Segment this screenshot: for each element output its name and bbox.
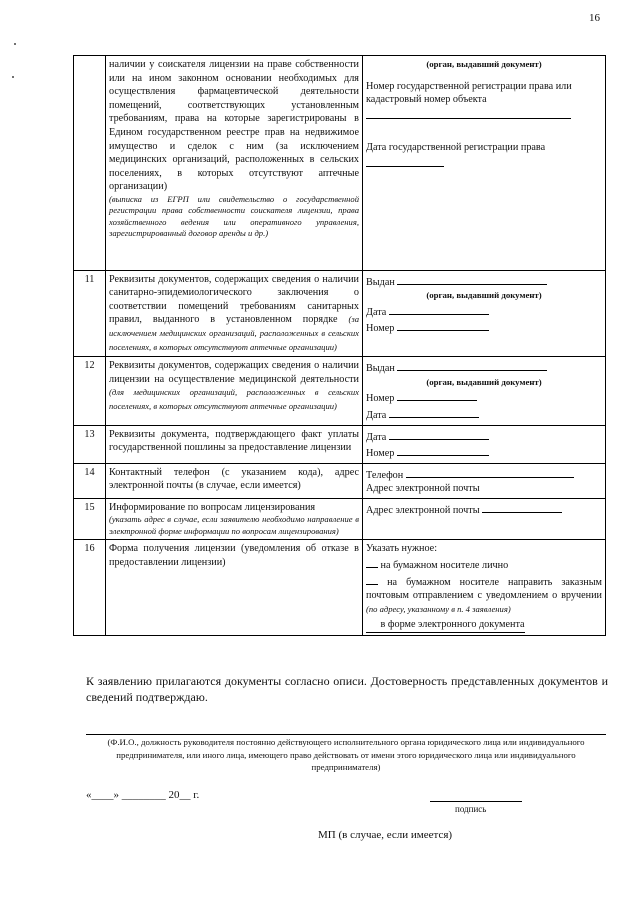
scan-dot	[14, 43, 16, 45]
date-label: Дата	[366, 306, 387, 318]
email-label: Адрес электронной почты	[366, 504, 480, 516]
row-fields	[363, 425, 606, 463]
table-row	[74, 498, 606, 540]
row-description: Реквизиты документа, подтверждающего факт уплаты государственной пошлины за предоставление лицензии	[106, 425, 363, 463]
organ-caption: (орган, выдавший документ)	[426, 59, 542, 69]
signer-line[interactable]	[86, 734, 606, 735]
row-fields	[363, 540, 606, 636]
option-electronic: в форме электронного документа	[380, 619, 525, 631]
row-fields	[363, 270, 606, 357]
row-description	[106, 270, 363, 357]
number-label: Номер	[366, 323, 395, 335]
number-field[interactable]	[397, 319, 489, 331]
phone-field[interactable]	[406, 466, 574, 478]
registration-label: Номер государственной регистрации права или кадастровый номер объекта	[366, 80, 572, 106]
table-row	[74, 56, 606, 271]
row-fields	[363, 56, 606, 271]
row-description	[106, 357, 363, 425]
row-number: 16	[74, 540, 106, 636]
signature-line[interactable]	[430, 801, 522, 802]
row-number: 15	[74, 498, 106, 540]
row-note: (для медицинских организаций, расположенных в сельских поселениях, в которых отсутствуют аптечные организации)	[109, 387, 359, 411]
table-row	[74, 463, 606, 498]
row-text: наличии у соискателя лицензии на праве собственности или на ином законном основании необходимых для осуществления фармацевтической деятельности помещений, соответствующих установленным требованиям, права на которые зарегистрированы в Едином государственном реестре прав на недвижимое имущество и сделок с ним (за исключением медицинских организаций, расположенных в сельских поселениях, в которых отсутствуют аптечные организации)	[109, 59, 359, 193]
specify-label: Указать нужное:	[366, 543, 438, 555]
table-row	[74, 270, 606, 357]
option-paper-personal: на бумажном носителе лично	[380, 560, 509, 572]
row-number: 12	[74, 357, 106, 425]
issued-label: Выдан	[366, 363, 395, 375]
number-label: Номер	[366, 393, 395, 405]
row-text: Реквизиты документов, содержащих сведения о наличии санитарно-эпидемиологического заключения о соответствии помещений требованиям санитарных правил, выданного в установленном порядке	[109, 273, 359, 326]
signer-note: (Ф.И.О., должность руководителя постоянно действующего исполнительного органа юридического лица или индивидуального предпринимателя, или иного лица, имеющего право действовать от имени этого юридического лица или индивидуального предпринимателя)	[107, 737, 585, 772]
row-fields	[363, 498, 606, 540]
row-note: (выписка из ЕГРП или свидетельство о государственной регистрации права собственности соискателя лицензии, права хозяйственного ведения или оперативного управления, зарегистрированный договор аренды и др.)	[109, 193, 359, 239]
phone-label: Телефон	[366, 469, 404, 481]
date-field[interactable]	[389, 428, 489, 440]
date-field[interactable]	[389, 303, 489, 315]
table-row	[74, 357, 606, 425]
registration-date-field[interactable]	[366, 155, 444, 167]
option-mark[interactable]	[366, 616, 378, 627]
issued-field[interactable]	[397, 273, 547, 285]
option-mark[interactable]	[366, 556, 378, 568]
issued-field[interactable]	[397, 359, 547, 371]
row-description	[106, 56, 363, 271]
row-text: Реквизиты документов, содержащих сведения о наличии лицензии на осуществление медицинской деятельности	[109, 360, 359, 385]
organ-caption: (орган, выдавший документ)	[426, 376, 542, 387]
row-note: (указать адрес в случае, если заявителю необходимо направление в электронной форме информации по вопросам лицензирования)	[109, 514, 359, 536]
row-fields	[363, 463, 606, 498]
scan-dot	[12, 76, 14, 78]
signature-label: подпись	[455, 804, 487, 814]
number-field[interactable]	[397, 444, 489, 456]
row-number	[74, 56, 106, 271]
form-table	[73, 55, 606, 636]
number-label: Номер	[366, 448, 395, 460]
date-label: Дата	[366, 431, 387, 443]
row-description	[106, 498, 363, 540]
row-number: 14	[74, 463, 106, 498]
issued-label: Выдан	[366, 276, 395, 288]
row-description: Форма получения лицензии (уведомления об отказе в предоставлении лицензии)	[106, 540, 363, 636]
table-row	[74, 425, 606, 463]
row-number: 11	[74, 270, 106, 357]
table-row	[74, 540, 606, 636]
row-number: 13	[74, 425, 106, 463]
row-note: (за исключением медицинских организаций, расположенных в сельских поселениях, в которых отсутствуют аптечные организации)	[109, 314, 359, 352]
organ-caption: (орган, выдавший документ)	[426, 290, 542, 301]
row-fields	[363, 357, 606, 425]
option-mark[interactable]	[366, 573, 378, 585]
date-line[interactable]: «____» ________ 20__ г.	[86, 789, 200, 801]
page-number: 16	[589, 12, 600, 24]
number-field[interactable]	[397, 389, 477, 401]
email-field[interactable]	[482, 501, 562, 513]
registration-field[interactable]	[366, 107, 571, 119]
date-field[interactable]	[389, 406, 479, 418]
stamp-label: МП (в случае, если имеется)	[318, 829, 453, 841]
email-label: Адрес электронной почты	[366, 483, 480, 495]
date-label: Дата	[366, 409, 387, 421]
row-description: Контактный телефон (с указанием кода), адрес электронной почты (в случае, если имеется)	[106, 463, 363, 498]
registration-date-label: Дата государственной регистрации права	[366, 142, 546, 154]
row-text: Информирование по вопросам лицензирования	[109, 501, 316, 513]
option-note: (по адресу, указанному в п. 4 заявления)	[366, 603, 511, 614]
option-paper-mail: на бумажном носителе направить заказным почтовым отправлением с уведомлением о вручении	[366, 576, 603, 602]
statement-text: К заявлению прилагаются документы согласно описи. Достоверность представленных документов и сведений подтверждаю.	[86, 674, 608, 704]
